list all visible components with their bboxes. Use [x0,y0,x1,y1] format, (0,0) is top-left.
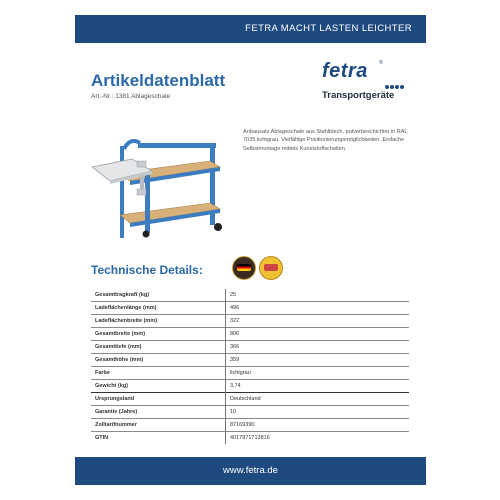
table-row [91,302,409,315]
spec-value: 4017971713816 [226,432,410,445]
spec-label: Garantie (Jahre) [91,406,226,419]
slogan: FETRA MACHT LASTEN LEICHTER [245,23,412,34]
spec-value: 359 [226,354,410,367]
spec-value: 366 [226,341,410,354]
page-title: Artikeldatenblatt [91,71,226,90]
table-row [91,406,409,419]
brand-logo [320,60,420,105]
footer-url: www.fetra.de [223,465,278,476]
table-row [91,393,409,406]
spec-label: Gewicht (kg) [91,380,226,393]
spec-label: Gesamttragkraft (kg) [91,289,226,302]
spec-value: 87169390 [226,419,410,432]
spec-label: Farbe [91,367,226,380]
table-row [91,341,409,354]
spec-label: Ladeflächenlänge (mm) [91,302,226,315]
spec-value: 322 [226,315,410,328]
product-image [90,113,225,238]
table-row [91,419,409,432]
spec-label: Zolltarifnummer [91,419,226,432]
spec-label: Ladeflächenbreite (mm) [91,315,226,328]
spec-label: Gesamttiefe (mm) [91,341,226,354]
table-row [91,328,409,341]
top-banner [75,15,426,43]
specs-table [91,289,409,444]
table-row [91,367,409,380]
bottom-banner [75,457,426,485]
spec-value: 496 [226,302,410,315]
registered-icon: ® [379,60,383,66]
spec-value: lichtgrau [226,367,410,380]
table-row [91,354,409,367]
section-title: Technische Details: [91,263,203,277]
table-row [91,380,409,393]
article-number: Art.-Nr.: 1381 Ablageschale [91,93,171,100]
spec-value: 25 [230,292,237,298]
spec-value: Deutschland [226,393,410,406]
logo-wordmark: fetra [322,60,368,82]
spec-value: 806 [226,328,410,341]
table-row [91,315,409,328]
spec-label: Gesamthöhe (mm) [91,354,226,367]
spec-value: 3,74 [226,380,410,393]
table-row [91,289,409,302]
spec-label: GTIN [91,432,226,445]
product-description: Anbausatz Ablageschale aus Stahlblech, pulverbeschichtet in RAL 7035 lichtgrau. Vielfältige Positionierungsmöglichkeiten. Einfache Selbstmontage mittels Kunststoffschellen. [243,129,408,152]
spec-value: 10 [226,406,410,419]
datasheet-page [75,15,426,485]
logo-subtitle: Transportgeräte [322,90,395,101]
spec-label: Ursprungsland [91,393,226,406]
table-row [91,432,409,445]
made-in-germany-badge-icon [232,256,256,280]
warranty-badge-icon [259,256,283,280]
spec-label: Gesamtbreite (mm) [91,328,226,341]
